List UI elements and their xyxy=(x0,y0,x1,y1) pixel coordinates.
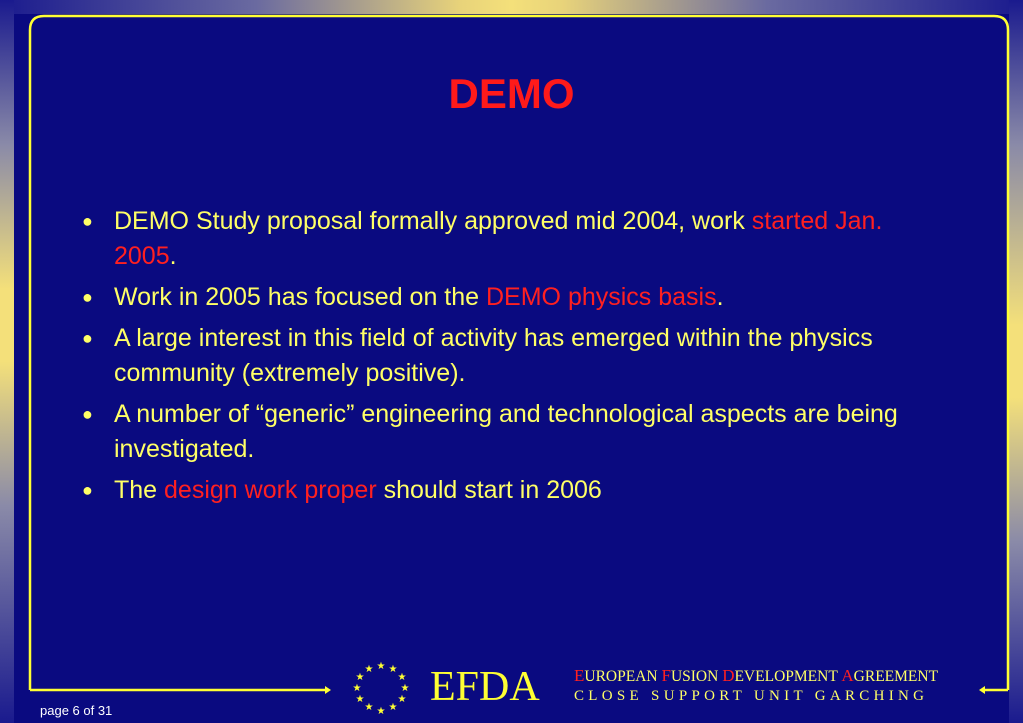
agreement-text: EUROPEAN FUSION DEVELOPMENT AGREEMENT xyxy=(574,666,939,685)
page-number: page 6 of 31 xyxy=(40,703,113,718)
bullet-item: ● A large interest in this field of activity has emerged within the physics community (extremely positive). xyxy=(78,321,918,391)
svg-text:★: ★ xyxy=(397,694,407,705)
svg-text:★: ★ xyxy=(400,683,410,694)
bullet-dot-icon: ● xyxy=(82,211,93,231)
highlight-text: design work proper xyxy=(164,476,377,504)
svg-text:★: ★ xyxy=(364,664,374,675)
slide-title: DEMO xyxy=(448,70,575,117)
highlight-text: DEMO physics basis xyxy=(486,283,717,311)
svg-text:★: ★ xyxy=(376,661,386,672)
highlight-text: started Jan. 2005 xyxy=(114,207,883,270)
eu-stars-icon xyxy=(350,660,412,716)
svg-text:★: ★ xyxy=(388,702,398,713)
bullet-dot-icon: ● xyxy=(82,480,93,500)
bullet-item: ● The design work proper should start in 2006 xyxy=(78,473,918,508)
svg-text:★: ★ xyxy=(388,664,398,675)
svg-text:★: ★ xyxy=(355,672,365,683)
bullet-dot-icon: ● xyxy=(82,287,93,307)
bullet-dot-icon: ● xyxy=(82,404,93,424)
bullet-item: ● DEMO Study proposal formally approved mid 2004, work started Jan. 2005. xyxy=(78,204,918,274)
svg-text:★: ★ xyxy=(397,672,407,683)
svg-text:★: ★ xyxy=(376,706,386,716)
bullet-dot-icon: ● xyxy=(82,328,93,348)
bullet-item: ● Work in 2005 has focused on the DEMO physics basis. xyxy=(78,280,918,315)
svg-text:★: ★ xyxy=(352,683,362,694)
svg-text:★: ★ xyxy=(355,694,365,705)
efda-logo: EFDA xyxy=(430,664,540,710)
bullet-item: ● A number of “generic” engineering and technological aspects are being investigated. xyxy=(78,397,918,467)
close-support-unit-text: CLOSE SUPPORT UNIT GARCHING xyxy=(574,688,929,704)
svg-text:★: ★ xyxy=(364,702,374,713)
bullet-list xyxy=(78,204,918,514)
